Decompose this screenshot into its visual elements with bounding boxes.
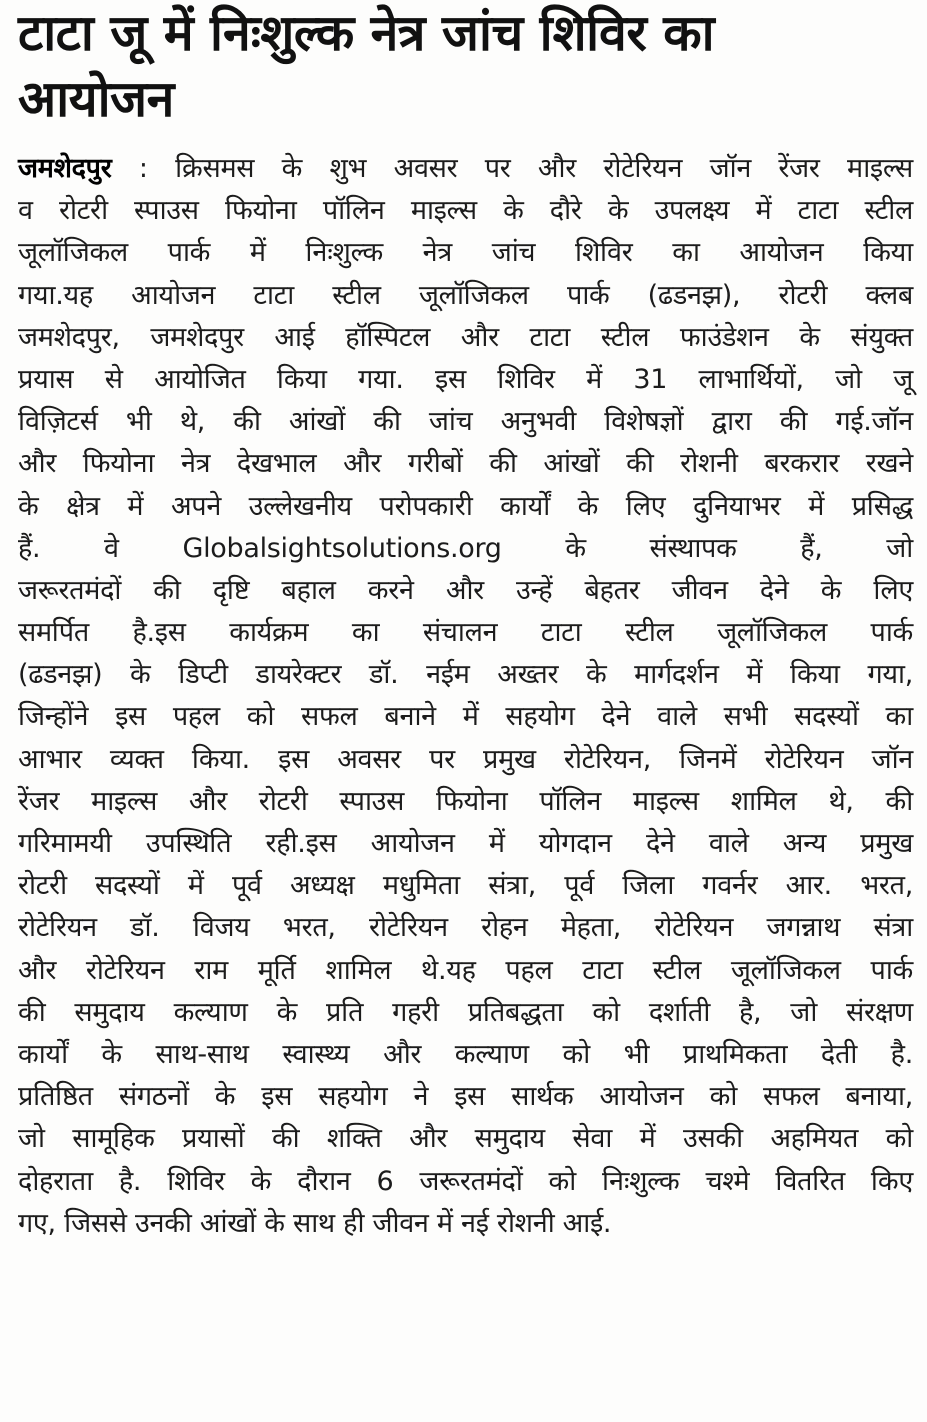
article-line: विज़िटर्स भी थे, की आंखों की जांच अनुभवी विशेषज्ञों द्वारा की गई.जॉन <box>18 406 913 438</box>
article-line: जमशेदपुर, जमशेदपुर आई हॉस्पिटल और टाटा स्टील फाउंडेशन के संयुक्त <box>18 321 913 353</box>
article-line: कार्यों के साथ-साथ स्वास्थ्य और कल्याण को भी प्राथमिकता देती है. <box>18 1038 913 1070</box>
article-line: गए, जिससे उनकी आंखों के साथ ही जीवन में नई रोशनी आई. <box>18 1207 612 1239</box>
article-line <box>18 148 913 190</box>
article-line: गया.यह आयोजन टाटा स्टील जूलॉजिकल पार्क (ढडनझ), रोटरी क्लब <box>18 279 913 311</box>
headline-line: आयोजन <box>18 70 174 128</box>
article-line: व रोटरी स्पाउस फियोना पॉलिन माइल्स के दौरे के उपलक्ष्य में टाटा स्टील <box>18 195 913 227</box>
article-line: और रोटेरियन राम मूर्ति शामिल थे.यह पहल टाटा स्टील जूलॉजिकल पार्क <box>18 954 913 986</box>
article-line: दोहराता है. शिविर के दौरान 6 जरूरतमंदों को निःशुल्क चश्मे वितरित किए <box>18 1165 913 1197</box>
article-line: रेंजर माइल्स और रोटरी स्पाउस फियोना पॉलिन माइल्स शामिल थे, की <box>18 785 913 817</box>
article-line: जिन्होंने इस पहल को सफल बनाने में सहयोग देने वाले सभी सदस्यों का <box>18 701 913 733</box>
article-line: (ढडनझ) के डिप्टी डायरेक्टर डॉ. नईम अख्तर के मार्गदर्शन में किया गया, <box>18 659 913 691</box>
article-line: की समुदाय कल्याण के प्रति गहरी प्रतिबद्धता को दर्शाती है, जो संरक्षण <box>18 996 913 1028</box>
article-line: समर्पित है.इस कार्यक्रम का संचालन टाटा स्टील जूलॉजिकल पार्क <box>18 617 913 649</box>
article-line: हैं. वे Globalsightsolutions.org के संस्थापक हैं, जो <box>18 532 913 564</box>
article-line: गरिमामयी उपस्थिति रही.इस आयोजन में योगदान देने वाले अन्य प्रमुख <box>18 828 913 859</box>
headline <box>0 0 927 132</box>
article-line: आभार व्यक्त किया. इस अवसर पर प्रमुख रोटेरियन, जिनमें रोटेरियन जॉन <box>18 743 913 775</box>
article-line: जो सामूहिक प्रयासों की शक्ति और समुदाय सेवा में उसकी अहमियत को <box>18 1123 913 1155</box>
article-line: और फियोना नेत्र देखभाल और गरीबों की आंखों की रोशनी बरकरार रखने <box>18 448 913 480</box>
article-body <box>18 148 913 1245</box>
article-line: प्रतिष्ठित संगठनों के इस सहयोग ने इस सार्थक आयोजन को सफल बनाया, <box>18 1081 913 1113</box>
article-line: रोटरी सदस्यों में पूर्व अध्यक्ष मधुमिता संत्रा, पूर्व जिला गवर्नर आर. भरत, <box>18 870 913 902</box>
article-line: के क्षेत्र में अपने उल्लेखनीय परोपकारी कार्यों के लिए दुनियाभर में प्रसिद्ध <box>18 490 913 522</box>
headline-line: टाटा जू में निःशुल्क नेत्र जांच शिविर का <box>18 4 715 62</box>
dateline: जमशेदपुर <box>18 153 112 184</box>
article-line-text: : क्रिसमस के शुभ अवसर पर और रोटेरियन जॉन रेंजर माइल्स <box>111 153 913 184</box>
article-line: प्रयास से आयोजित किया गया. इस शिविर में 31 लाभार्थियों, जो जू <box>18 363 913 395</box>
article-line: रोटेरियन डॉ. विजय भरत, रोटेरियन रोहन मेहता, रोटेरियन जगन्नाथ संत्रा <box>18 912 913 944</box>
article-line: जरूरतमंदों की दृष्टि बहाल करने और उन्हें बेहतर जीवन देने के लिए <box>18 574 913 606</box>
article-line: जूलॉजिकल पार्क में निःशुल्क नेत्र जांच शिविर का आयोजन किया <box>18 237 913 269</box>
